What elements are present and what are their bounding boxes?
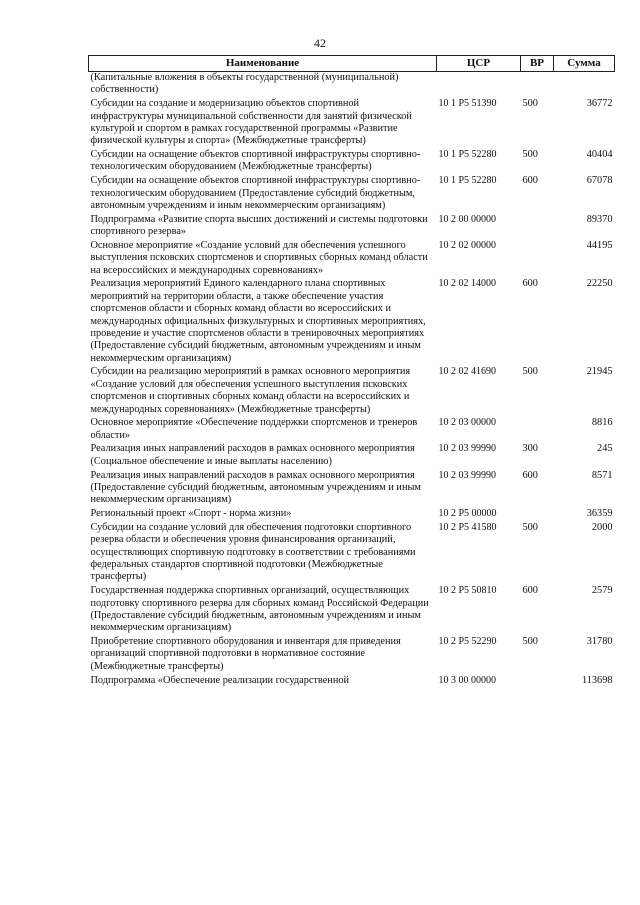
cell-vr: 500 bbox=[522, 366, 538, 378]
cell-csr: 10 2 Р5 41580 bbox=[438, 521, 497, 533]
cell-csr: 10 2 03 00000 bbox=[438, 417, 496, 429]
cell-csr: 10 2 Р5 52290 bbox=[438, 636, 497, 648]
cell-csr: 10 1 Р5 51390 bbox=[438, 98, 497, 110]
cell-name: Реализация иных направлений расходов в рамках основного мероприятия (Предоставление субсидий бюджетным, автономным учреждениям и иным некоммерческим организациям) bbox=[90, 469, 421, 506]
table-row bbox=[89, 508, 615, 522]
header-name: Наименование bbox=[89, 56, 437, 72]
cell-csr: 10 2 Р5 50810 bbox=[438, 585, 497, 597]
cell-name: Субсидии на оснащение объектов спортивной инфраструктуры спортивно-технологическим оборудованием (Предоставление субсидий бюджетным, автономным учреждениям и иным некоммерческим организациям) bbox=[90, 175, 421, 211]
cell-sum: 67078 bbox=[586, 175, 613, 187]
cell-name: Субсидии на оснащение объектов спортивной инфраструктуры спортивно-технологическим оборудованием (Межбюджетные трансферты) bbox=[90, 149, 421, 173]
cell-sum: 8571 bbox=[591, 469, 613, 481]
cell-vr bbox=[521, 240, 554, 279]
cell-csr: 10 2 Р5 00000 bbox=[438, 508, 497, 520]
cell-vr: 600 bbox=[522, 278, 538, 290]
cell-sum: 22250 bbox=[586, 278, 613, 290]
table-row bbox=[89, 366, 615, 417]
table-row bbox=[89, 240, 615, 279]
cell-name: Субсидии на создание и модернизацию объектов спортивной инфраструктуры муниципальной собственности для занятий физической культурой и спортом в рамках государственной программы «Развитие физической культуры и спорта» (Межбюджетные трансферты) bbox=[90, 98, 412, 147]
table-row bbox=[89, 417, 615, 443]
cell-vr: 500 bbox=[522, 149, 538, 161]
cell-vr: 500 bbox=[522, 98, 538, 110]
cell-csr: 10 1 Р5 52280 bbox=[438, 175, 497, 187]
cell-csr: 10 2 02 14000 bbox=[438, 278, 496, 290]
cell-csr: 10 2 00 00000 bbox=[438, 213, 496, 225]
cell-name: Региональный проект «Спорт - норма жизни» bbox=[90, 508, 292, 520]
cell-vr bbox=[521, 675, 554, 689]
cell-sum: 40404 bbox=[586, 149, 613, 161]
table-row bbox=[89, 98, 615, 149]
cell-sum: 8816 bbox=[591, 417, 613, 429]
table-row bbox=[89, 585, 615, 636]
header-vr: ВР bbox=[521, 56, 554, 72]
cell-sum: 245 bbox=[597, 443, 613, 455]
table-row bbox=[89, 278, 615, 366]
cell-csr: 10 2 02 41690 bbox=[438, 366, 496, 378]
cell-csr: 10 2 02 00000 bbox=[438, 239, 496, 251]
cell-csr: 10 2 03 99990 bbox=[438, 469, 496, 481]
cell-name: (Капитальные вложения в объекты государственной (муниципальной) собственности) bbox=[90, 72, 399, 96]
cell-name: Субсидии на создание условий для обеспечения подготовки спортивного резерва области и обеспечения уровня финансирования организаций, осуществляющих спортивную подготовку в соответствии с требованиями федеральных стандартов спортивной подготовки (Межбюджетные трансферты) bbox=[90, 521, 416, 583]
cell-name: Государственная поддержка спортивных организаций, осуществляющих подготовку спортивного резерва для сборных команд Российской Федерации (Предоставление субсидий бюджетным, автономным учреждениям и иным некоммерческим организациям) bbox=[90, 585, 429, 634]
cell-csr bbox=[437, 72, 521, 99]
cell-name: Основное мероприятие «Создание условий для обеспечения успешного выступления псковских спортсменов и спортивных сборных команд области на всероссийских и международных соревнованиях» bbox=[90, 239, 428, 276]
cell-vr: 600 bbox=[522, 175, 538, 187]
table-header-row bbox=[89, 56, 615, 72]
cell-sum: 31780 bbox=[586, 636, 613, 648]
cell-csr: 10 1 Р5 52280 bbox=[438, 149, 497, 161]
cell-sum: 2000 bbox=[591, 521, 613, 533]
cell-sum: 36359 bbox=[586, 508, 613, 520]
table-row bbox=[89, 214, 615, 240]
table-row bbox=[89, 675, 615, 689]
cell-name: Подпрограмма «Развитие спорта высших достижений и системы подготовки спортивного резерва» bbox=[90, 213, 428, 238]
cell-sum: 113698 bbox=[581, 674, 613, 686]
cell-vr bbox=[521, 508, 554, 522]
page-number: 42 bbox=[314, 36, 326, 50]
cell-name: Приобретение спортивного оборудования и инвентаря для приведения организаций спортивной подготовки в нормативное состояние (Межбюджетные трансферты) bbox=[90, 636, 401, 672]
cell-name: Подпрограмма «Обеспечение реализации государственной bbox=[90, 674, 349, 686]
table-row bbox=[89, 470, 615, 509]
cell-vr bbox=[521, 72, 554, 99]
cell-vr: 600 bbox=[522, 469, 538, 481]
budget-table bbox=[88, 55, 615, 688]
table-row bbox=[89, 443, 615, 469]
cell-name: Реализация мероприятий Единого календарного плана спортивных мероприятий на территории области, а также обеспечение участия спортсменов области и сборных команд области во всероссийских и международных официальных физкультурных и спортивных мероприятиях, проведение и участие спортсменов области в тренировочных мероприятиях (Предоставление субсидий бюджетным, автономным учреждениям и иным некоммерческим организациям) bbox=[90, 278, 426, 364]
cell-vr: 300 bbox=[522, 443, 538, 455]
cell-name: Субсидии на реализацию мероприятий в рамках основного мероприятия «Создание условий для обеспечения успешного выступления псковских спортсменов и спортивных сборных команд области на всероссийских и международных соревнованиях» (Межбюджетные трансферты) bbox=[90, 366, 411, 415]
cell-sum bbox=[554, 72, 615, 99]
cell-csr: 10 3 00 00000 bbox=[438, 674, 496, 686]
table-body bbox=[89, 72, 615, 689]
cell-name: Реализация иных направлений расходов в рамках основного мероприятия (Социальное обеспечение и иные выплаты населению) bbox=[90, 443, 415, 467]
table-row bbox=[89, 522, 615, 585]
table-row bbox=[89, 72, 615, 99]
table-row bbox=[89, 636, 615, 675]
header-sum: Сумма bbox=[554, 56, 615, 72]
cell-csr: 10 2 03 99990 bbox=[438, 443, 496, 455]
cell-vr bbox=[521, 417, 554, 443]
cell-vr: 600 bbox=[522, 585, 538, 597]
cell-sum: 89370 bbox=[586, 213, 613, 225]
cell-name: Основное мероприятие «Обеспечение поддержки спортсменов и тренеров области» bbox=[90, 417, 418, 441]
cell-sum: 36772 bbox=[586, 98, 613, 110]
cell-vr bbox=[521, 214, 554, 240]
table-row bbox=[89, 175, 615, 214]
cell-sum: 21945 bbox=[586, 366, 613, 378]
cell-sum: 2579 bbox=[591, 585, 613, 597]
cell-sum: 44195 bbox=[586, 239, 613, 251]
header-csr: ЦСР bbox=[437, 56, 521, 72]
cell-vr: 500 bbox=[522, 521, 538, 533]
cell-vr: 500 bbox=[522, 636, 538, 648]
table-row bbox=[89, 149, 615, 175]
